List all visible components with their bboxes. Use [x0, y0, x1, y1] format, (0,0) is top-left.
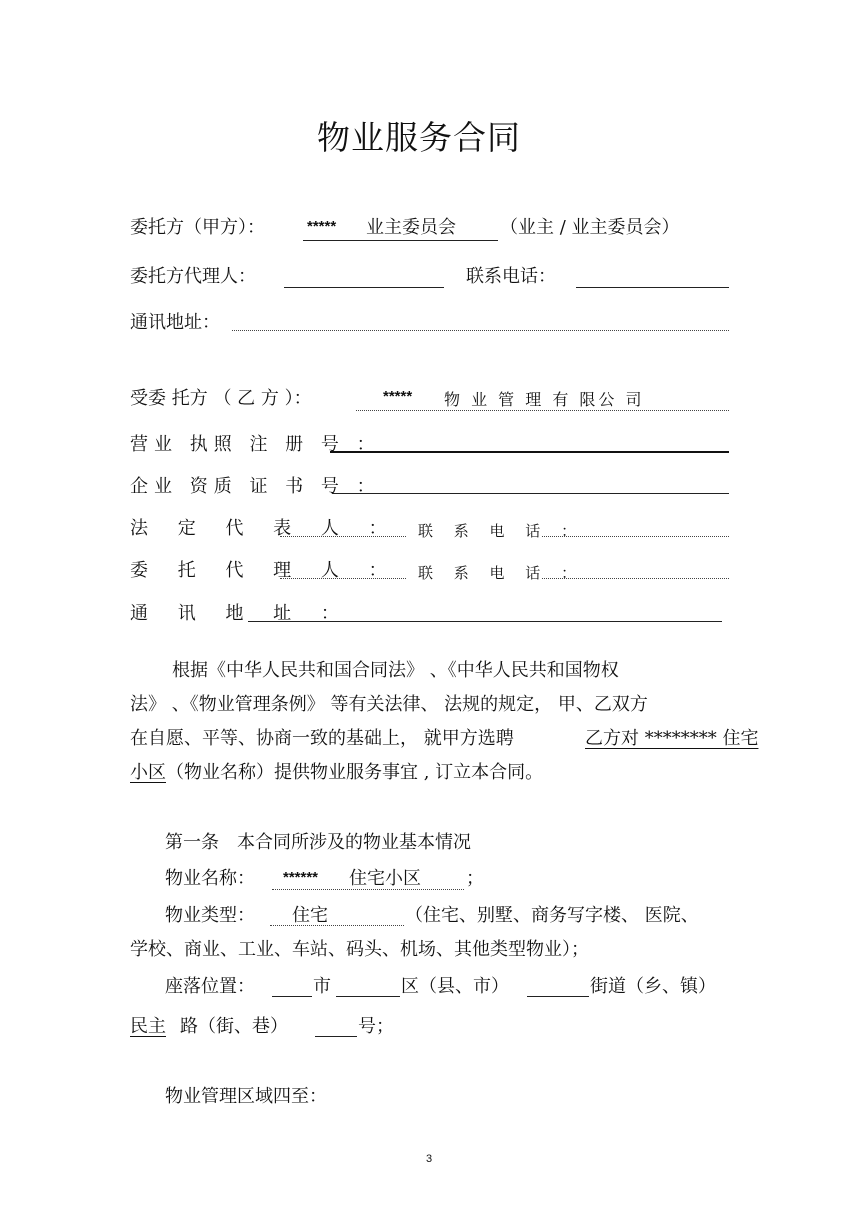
party-b-agent-phone-label: 联 系 电 话 ：	[418, 564, 585, 582]
party-a-phone-field[interactable]	[576, 287, 729, 288]
party-b-address-label: 通 讯 地 址 ：	[130, 603, 351, 624]
party-b-legal-rep-label: 法 定 代 表 人 ：	[130, 518, 399, 539]
location-city: 市	[313, 976, 331, 997]
property-name-line[interactable]	[272, 889, 464, 890]
party-b-label: 受委 托方 （ 乙 方 ）：	[130, 388, 312, 409]
party-b-name-value: *****	[383, 388, 413, 405]
location-district-field[interactable]	[336, 996, 400, 997]
party-b-legal-rep-field[interactable]	[280, 536, 406, 537]
location-number: 号；	[358, 1016, 394, 1037]
location-city-field[interactable]	[272, 996, 312, 997]
party-a-agent-label: 委托方代理人：	[130, 266, 256, 287]
location-number-field[interactable]	[315, 1036, 357, 1037]
party-a-name-value: *****	[307, 218, 337, 235]
party-a-agent-field[interactable]	[284, 287, 444, 288]
location-street-field[interactable]	[527, 996, 589, 997]
preamble-line-1: 根据《中华人民共和国合同法》 、《中华人民共和国物权	[172, 660, 619, 681]
preamble-line-3a: 在自愿、平等、协商一致的基础上， 就甲方选聘	[130, 728, 514, 749]
party-b-legal-rep-phone-field[interactable]	[542, 536, 729, 537]
location-street: 街道（乡、镇）	[590, 976, 716, 997]
party-b-license-label: 营业 执照 注 册 号 ：	[130, 434, 381, 455]
party-a-name-line[interactable]	[303, 240, 498, 241]
party-a-note: （业主 / 业主委员会）	[500, 217, 680, 238]
property-type-note-2: 学校、商业、工业、车站、码头、机场、其他类型物业）；	[130, 939, 589, 960]
party-b-license-field[interactable]	[330, 451, 729, 453]
party-b-name-line[interactable]	[356, 410, 729, 411]
party-b-agent-field[interactable]	[280, 578, 406, 579]
boundary-label: 物业管理区域四至：	[165, 1086, 327, 1107]
property-type-value: 住宅	[292, 905, 328, 926]
party-b-agent-phone-field[interactable]	[542, 578, 729, 579]
property-type-note: （住宅、别墅、商务写字楼、 医院、	[405, 905, 699, 926]
page-number: 3	[426, 1153, 433, 1165]
location-label: 座落位置：	[165, 976, 255, 997]
location-road: 路（街、巷）	[180, 1016, 288, 1037]
location-road-value: 民主	[130, 1016, 166, 1037]
property-name-label: 物业名称：	[165, 868, 255, 889]
property-type-line[interactable]	[270, 925, 404, 926]
property-name-value: ******	[283, 869, 319, 886]
preamble-line-4a: 小区	[130, 762, 166, 783]
property-type-label: 物业类型：	[165, 905, 255, 926]
preamble-line-4b: （物业名称）提供物业服务事宜 , 订立本合同。	[166, 762, 544, 783]
party-b-qualification-label: 企业 资质 证 书 号 ：	[130, 476, 381, 497]
location-district: 区（县、市）	[401, 976, 509, 997]
party-a-label: 委托方（甲方）：	[130, 217, 265, 238]
property-name-suffix: 住宅小区	[349, 868, 421, 889]
page-title: 物业服务合同	[317, 118, 521, 157]
article-1-heading: 第一条 本合同所涉及的物业基本情况	[165, 832, 471, 853]
party-a-phone-label: 联系电话：	[466, 266, 556, 287]
preamble-line-2: 法》 、《物业管理条例》 等有关法律、 法规的规定， 甲、乙双方	[130, 694, 648, 715]
party-a-address-label: 通讯地址：	[130, 312, 220, 333]
preamble-line-3b: 乙方对 ******** 住宅	[585, 728, 759, 749]
party-a-address-field[interactable]	[232, 330, 729, 331]
party-b-legal-rep-phone-label: 联 系 电 话 ：	[418, 522, 585, 540]
party-b-name-suffix: 物 业 管 理 有 限公 司	[444, 390, 645, 409]
property-name-end: ；	[466, 868, 484, 889]
party-b-agent-label: 委 托 代 理 人 ：	[130, 560, 399, 581]
party-b-address-field[interactable]	[248, 621, 722, 622]
party-b-qualification-field[interactable]	[332, 493, 729, 494]
party-a-name-suffix: 业主委员会	[366, 217, 456, 238]
